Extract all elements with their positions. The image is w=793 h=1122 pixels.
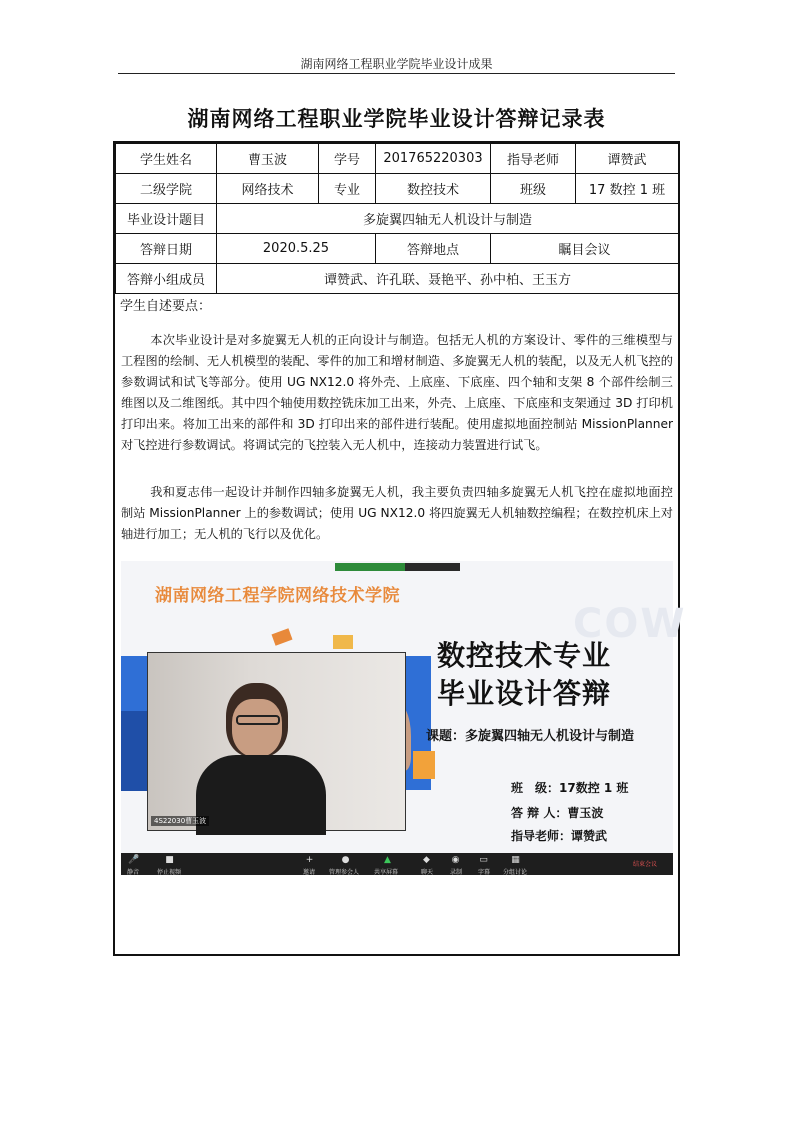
table-row xyxy=(116,204,679,234)
location-label: 答辩地点 xyxy=(376,234,491,264)
date-label: 答辩日期 xyxy=(116,234,217,264)
slide-decoration xyxy=(271,628,292,645)
header-rule xyxy=(118,73,675,74)
table-row xyxy=(116,144,679,174)
topic-value: 多旋翼四轴无人机设计与制造 xyxy=(217,204,679,234)
record-form xyxy=(113,141,687,956)
self-statement-paragraph: 本次毕业设计是对多旋翼无人机的正向设计与制造。包括无人机的方案设计、零件的三维模型与工程图的绘制、无人机模型的装配、零件的加工和增材制造、多旋翼无人机的装配，以及无人机飞控的参数调试和试飞等部分。使用 UG NX12.0 将外壳、上底座、下底座、四个轴和支架 8 个部件绘制三维图以及二维图纸。其中四个轴使用数控铣床加工出来，外壳、上底座、下底座和支架通过 3D 打印机打印出来。将加工出来的部件和 3D 打印出来的部件进行装配。使用虚拟地面控制站 MissionPlanner 对飞控进行参数调试。将调试完的飞控装入无人机中，连接动力装置进行试飞。 xyxy=(121,333,673,452)
slide-defender: 答 辩 人：曹玉波 xyxy=(511,806,604,820)
members-label: 答辩小组成员 xyxy=(116,264,217,294)
class-value: 17 数控 1 班 xyxy=(576,174,679,204)
location-value: 瞩目会议 xyxy=(491,234,679,264)
major-label: 专业 xyxy=(319,174,376,204)
college-value: 网络技术 xyxy=(217,174,319,204)
page-title: 湖南网络工程职业学院毕业设计答辩记录表 xyxy=(187,107,606,131)
table-row xyxy=(116,264,679,294)
video-name-tag: 4S22030曹玉波 xyxy=(151,816,209,826)
slide-class: 班 级：17数控 1 班 xyxy=(511,781,629,795)
camera-icon[interactable]: ■ xyxy=(165,855,174,865)
self-statement-heading: 学生自述要点： xyxy=(120,299,212,314)
glasses-icon xyxy=(236,715,280,725)
topic-label: 毕业设计题目 xyxy=(116,204,217,234)
breakout-button[interactable]: 分组讨论 xyxy=(503,869,528,876)
advisor-value: 谭赞武 xyxy=(576,144,679,174)
student-name-label: 学生姓名 xyxy=(116,144,217,174)
stop-video-button[interactable]: 停止视频 xyxy=(157,869,182,876)
meeting-toolbar xyxy=(121,853,673,875)
breakout-icon[interactable]: ▦ xyxy=(511,855,520,865)
chat-icon[interactable]: ◆ xyxy=(423,855,430,865)
end-meeting-button[interactable]: 结束会议 xyxy=(633,861,658,868)
student-id-label: 学号 xyxy=(319,144,376,174)
record-icon[interactable]: ◉ xyxy=(451,855,460,865)
major-value: 数控技术 xyxy=(376,174,491,204)
captions-button[interactable]: 字幕 xyxy=(478,869,491,876)
record-button[interactable]: 录制 xyxy=(450,869,463,876)
participant-face xyxy=(232,699,282,757)
chat-button[interactable]: 聊天 xyxy=(421,869,434,876)
table-row xyxy=(116,174,679,204)
slide-watermark: COW xyxy=(573,601,687,647)
school-banner: 湖南网络工程学院网络技术学院 xyxy=(155,586,400,606)
captions-icon[interactable]: ▭ xyxy=(479,855,488,865)
participant-video xyxy=(147,652,406,831)
participant-body xyxy=(196,755,326,835)
microphone-icon[interactable]: 🎤 xyxy=(128,855,140,865)
self-statement-paragraph: 我和夏志伟一起设计并制作四轴多旋翼无人机，我主要负责四轴多旋翼无人机飞控在虚拟地面控制站 MissionPlanner 上的参数调试；使用 UG NX12.0 将四旋翼无人机轴数控编程；在数控机床上对轴进行加工；无人机的飞行以及优化。 xyxy=(121,485,673,541)
participants-button[interactable]: 管理参会人 xyxy=(329,869,360,876)
date-value: 2020.5.25 xyxy=(217,234,376,264)
mute-button[interactable]: 静音 xyxy=(127,869,140,876)
slide-decoration xyxy=(333,635,353,649)
running-header: 湖南网络工程职业学院毕业设计成果 xyxy=(300,57,493,71)
invite-icon[interactable]: + xyxy=(305,855,314,865)
participants-icon[interactable]: ● xyxy=(341,855,350,865)
record-table xyxy=(115,143,679,294)
slide-advisor: 指导老师：谭赞武 xyxy=(511,829,608,843)
table-row xyxy=(116,234,679,264)
student-name-value: 曹玉波 xyxy=(217,144,319,174)
student-id-value: 201765220303 xyxy=(376,144,491,174)
share-screen-icon[interactable]: ▲ xyxy=(384,855,391,865)
advisor-label: 指导老师 xyxy=(491,144,576,174)
members-value: 谭赞武、许孔联、聂艳平、孙中柏、王玉方 xyxy=(217,264,679,294)
college-label: 二级学院 xyxy=(116,174,217,204)
meeting-view-toggle xyxy=(405,563,460,571)
invite-button[interactable]: 邀请 xyxy=(303,869,316,876)
slide-subject: 课题：多旋翼四轴无人机设计与制造 xyxy=(426,729,635,744)
defense-meeting-screenshot xyxy=(121,561,687,876)
slide-title-line1: 数控技术专业 xyxy=(437,639,612,672)
class-label: 班级 xyxy=(491,174,576,204)
share-screen-button[interactable]: 共享屏幕 xyxy=(374,869,399,876)
slide-decoration xyxy=(413,751,435,779)
slide-title-line2: 毕业设计答辩 xyxy=(437,677,612,710)
